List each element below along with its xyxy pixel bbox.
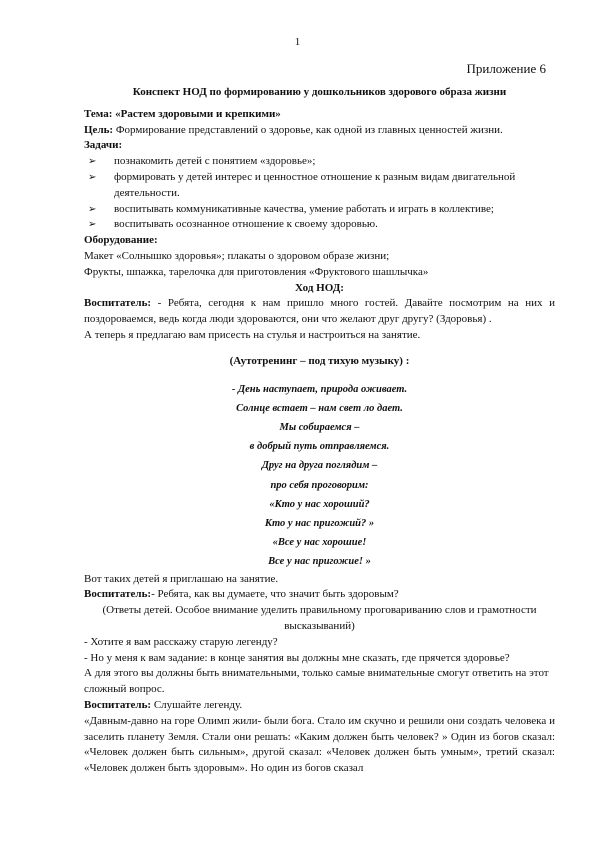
document-body [84, 85, 555, 777]
tasks-list [84, 154, 555, 233]
goal-label: Цель: [84, 123, 114, 136]
paragraph: А для этого вы должны быть внимательными, только самые внимательные смогут ответить на этот сложный вопрос. [84, 667, 549, 696]
topic-label: Тема: [84, 107, 113, 120]
poem [84, 380, 555, 572]
equipment-line: Макет «Солнышко здоровья»; плакаты о здоровом образе жизни; [84, 249, 390, 262]
paragraph: - Но у меня к вам задание: в конце занятия вы должны мне сказать, где прячется здоровье? [84, 651, 510, 664]
topic-line [84, 107, 555, 123]
paragraph: А теперь я предлагаю вам присесть на стулья и настроиться на занятие. [84, 328, 421, 341]
document-title: Конспект НОД по формированию у дошкольников здорового образа жизни [132, 86, 507, 98]
paragraph: Воспитатель:- Ребята, как вы думаете, что значит быть здоровым? [84, 588, 399, 601]
appendix-label: Приложение 6 [466, 61, 546, 76]
topic-text: «Растем здоровыми и крепкими» [115, 107, 281, 120]
poem-line: про себя проговорим: [270, 479, 369, 491]
poem-line: Солнце встает – нам свет ло дает. [236, 402, 403, 414]
list-item: ➢ познакомить детей с понятием «здоровье»; [84, 154, 555, 170]
arrow-bullet-icon: ➢ [88, 219, 97, 231]
poem-line: - День наступает, природа оживает. [231, 383, 408, 395]
list-item: ➢ воспитывать осознанное отношение к своему здоровью. [84, 217, 555, 233]
paragraph: Вот таких детей я приглашаю на занятие. [84, 572, 279, 585]
list-item: ➢ формировать у детей интерес и ценностное отношение к разным видам двигательной деятельности. [88, 170, 516, 199]
paragraph: Воспитатель: - Ребята, сегодня к нам пришло много гостей. Давайте посмотрим на них и поздороваемся, ведь когда люди здороваются, они что желают друг другу? (Здоровья) . [84, 297, 555, 326]
poem-line: Друг на друга поглядим – [261, 460, 378, 472]
goal-text: Формирование представлений о здоровье, как одной из главных ценностей жизни. [113, 123, 503, 136]
poem-line: Мы собираемся – [279, 421, 360, 433]
goal-line [84, 123, 555, 139]
paragraph: Воспитатель: Слушайте легенду. [84, 698, 243, 711]
paragraph: - Хотите я вам расскажу старую легенду? [84, 635, 278, 648]
arrow-bullet-icon: ➢ [88, 171, 97, 183]
page-number: 1 [294, 36, 301, 48]
arrow-bullet-icon: ➢ [88, 203, 97, 215]
poem-line: «Кто у нас хороший? [269, 498, 370, 510]
autotraining-heading: (Аутотренинг – под тихую музыку) : [229, 354, 410, 367]
equipment-line: Фрукты, шпажка, тарелочка для приготовления «Фруктового шашлычка» [84, 265, 429, 278]
poem-line: в добрый путь отправляемся. [249, 441, 390, 453]
list-item: ➢ воспитывать коммуникативные качества, умение работать и играть в коллективе; [84, 202, 555, 218]
poem-line: Все у нас пригожие! » [268, 556, 371, 568]
paragraph: (Ответы детей. Особое внимание уделить правильному проговариванию слов и грамотности высказываний) [102, 604, 537, 632]
course-title: Ход НОД: [295, 281, 344, 294]
poem-line: «Все у нас хорошие! [272, 537, 367, 549]
equipment-label: Оборудование: [84, 234, 158, 247]
tasks-label: Задачи: [84, 139, 123, 152]
poem-line: Кто у нас пригожий? » [264, 517, 375, 529]
arrow-bullet-icon: ➢ [88, 156, 97, 168]
paragraph: «Давным-давно на горе Олимп жили- были бога. Стало им скучно и решили они создать человека и заселить планету Земля. Стали они решать: «Каким должен быть человек? » Один из богов сказал: «Человек должен быть сильным», другой сказал: «Человек должен быть умным», третий сказал: «Человек должен быть здоровым». Но один из богов сказал [84, 714, 555, 775]
